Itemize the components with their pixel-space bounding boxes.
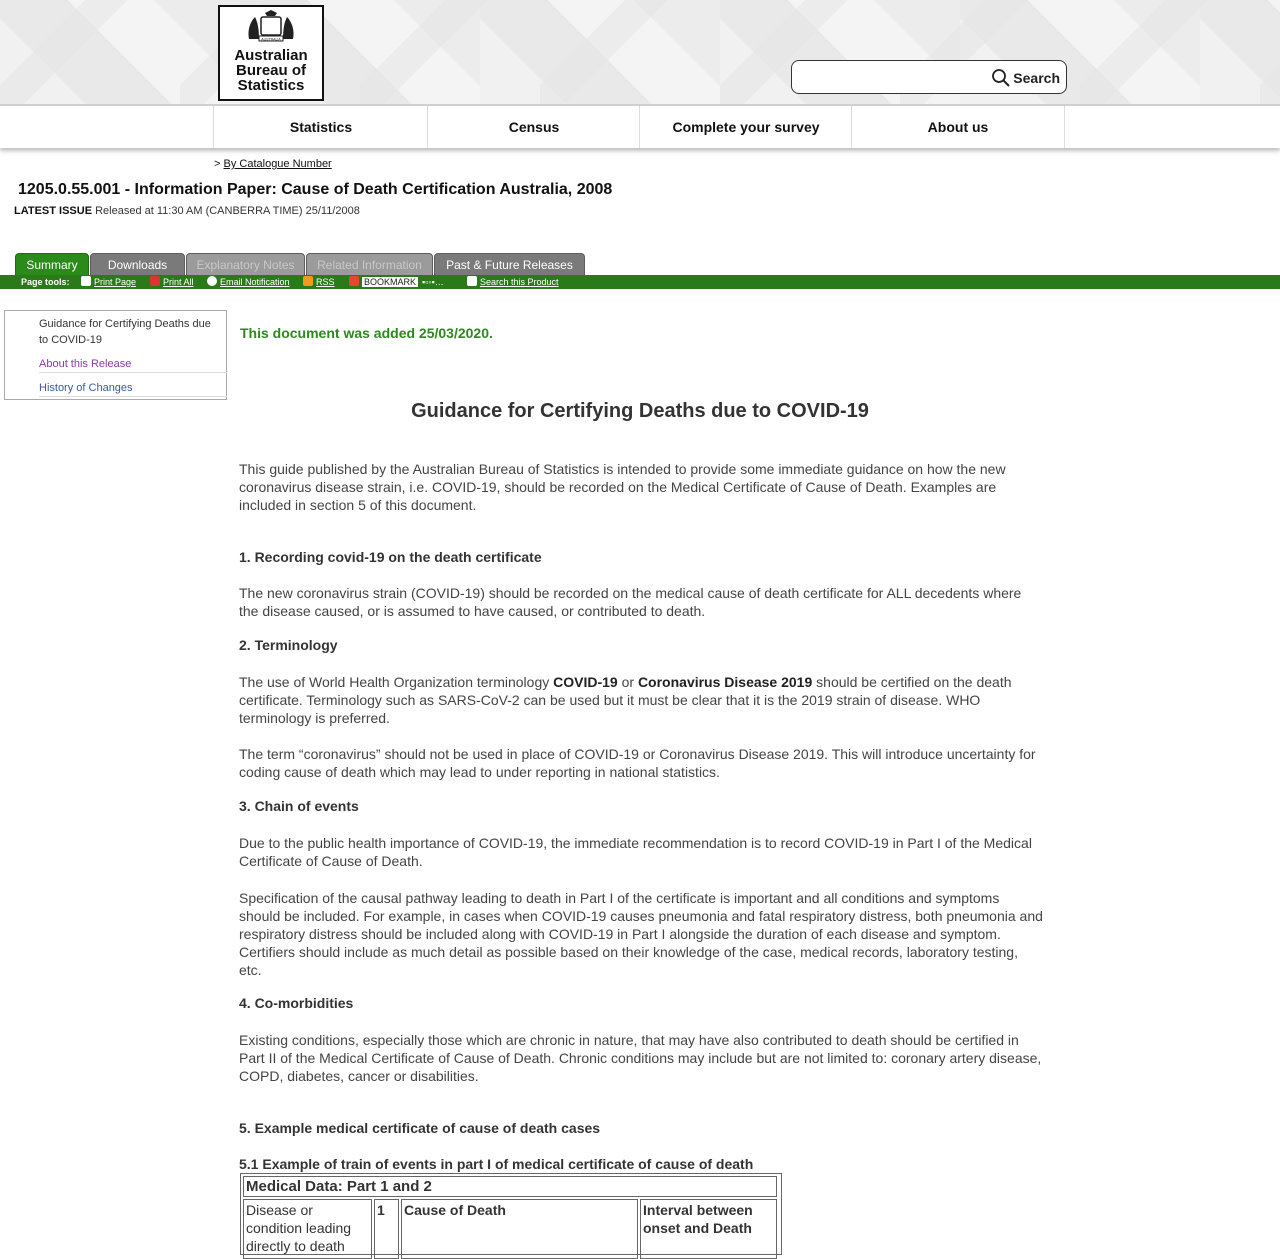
table-row-number: 1 <box>374 1199 399 1259</box>
tab-past-future-releases[interactable]: Past & Future Releases <box>434 253 585 276</box>
abs-logo[interactable] <box>218 5 324 101</box>
sidebar-item-current: Guidance for Certifying Deaths due to COVID-19 <box>39 318 211 346</box>
table-row-label: Disease or condition leading directly to death <box>243 1199 372 1259</box>
contents-box <box>4 310 227 400</box>
logo-line-1: Australian <box>234 47 308 64</box>
nav-item-statistics[interactable]: Statistics <box>213 106 428 148</box>
tab-downloads[interactable]: Downloads <box>90 253 185 276</box>
page-title: 1205.0.55.001 - Information Paper: Cause of Death Certification Australia, 2008 <box>18 181 613 198</box>
intro-paragraph: This guide published by the Australian Bureau of Statistics is intended to provide some immediate guidance on how the new coronavirus disease strain, i.e. COVID-19, should be recorded on the Medical Certificate of Cause of Death. Examples are included in section 5 of this document. <box>239 461 1006 513</box>
email-notification-link[interactable]: Email Notification <box>207 275 290 289</box>
breadcrumb-separator: > <box>214 158 221 170</box>
pdf-icon <box>150 276 160 286</box>
at-icon <box>207 276 217 286</box>
sidebar-divider <box>39 396 227 397</box>
section-3-heading: 3. Chain of events <box>239 798 359 814</box>
print-all-link[interactable]: Print All <box>150 275 194 289</box>
section-1-heading: 1. Recording covid-19 on the death certificate <box>239 549 542 565</box>
search-button-label: Search <box>1013 70 1060 86</box>
tab-summary[interactable]: Summary <box>15 253 89 276</box>
table-title: Medical Data: Part 1 and 2 <box>243 1176 777 1197</box>
nav-item-complete-survey[interactable]: Complete your survey <box>639 106 852 148</box>
release-date: Released at 11:30 AM (CANBERRA TIME) 25/11/2008 <box>95 205 360 217</box>
nav-item-about-us[interactable]: About us <box>851 106 1065 148</box>
document-title: Guidance for Certifying Deaths due to COVID-19 <box>411 400 869 422</box>
section-4-paragraph: Existing conditions, especially those which are chronic in nature, that may have also contributed to death should be certified in Part II of the Medical Certificate of Cause of Death. Chronic conditions may include but are not limited to: coronary artery disease, COPD, diabetes, cancer or disabilities. <box>239 1032 1042 1084</box>
search-box <box>791 60 1067 94</box>
section-3-paragraph-2: Specification of the causal pathway leading to death in Part I of the certificate is important and all conditions and symptoms should be included. For example, in cases when COVID-19 causes pneumonia and fatal respiratory distress, both pneumonia and respiratory distress should be included along with COVID-19 in Part I alongside the duration of each disease and symptom. Certifiers should include as much detail as possible based on their knowledge of the case, medical records, laboratory testing, etc. <box>239 890 1043 978</box>
section-5-heading: 5. Example medical certificate of cause of death cases <box>239 1120 601 1136</box>
nav-item-census[interactable]: Census <box>427 106 640 148</box>
latest-issue-label: LATEST ISSUE <box>14 205 93 217</box>
sidebar-item-about-release[interactable]: About this Release <box>39 358 132 370</box>
search-icon <box>991 68 1011 88</box>
search-button[interactable] <box>991 67 1060 89</box>
medical-data-table <box>240 1173 782 1255</box>
printer-icon <box>81 276 91 286</box>
tab-related-information: Related Information <box>306 253 433 276</box>
rss-link[interactable]: RSS <box>303 275 335 289</box>
tab-explanatory-notes: Explanatory Notes <box>186 253 305 276</box>
section-1-paragraph: The new coronavirus strain (COVID-19) should be recorded on the medical cause of death certificate for ALL decedents where the disease caused, or is assumed to have caused, or contributed to death. <box>239 585 1022 619</box>
search-input[interactable] <box>800 66 989 88</box>
release-info <box>14 205 360 217</box>
breadcrumb-link-catalogue[interactable]: By Catalogue Number <box>223 158 332 170</box>
sidebar-divider <box>39 372 227 373</box>
table-header-cause: Cause of Death <box>401 1199 638 1259</box>
print-page-link[interactable]: Print Page <box>81 275 136 289</box>
coat-of-arms-icon <box>241 9 301 43</box>
section-3-paragraph-1: Due to the public health importance of COVID-19, the immediate recommendation is to record COVID-19 in Part I of the Medical Certificate of Cause of Death. <box>239 835 1032 869</box>
table-header-interval: Interval between onset and Death <box>640 1199 777 1259</box>
section-2-paragraph-1: The use of World Health Organization terminology COVID-19 or Coronavirus Disease 2019 should be certified on the death certificate. Terminology such as SARS-CoV-2 can be used but it must be clear that it is the 2019 strain of disease. WHO terminology is preferred. <box>239 674 1012 726</box>
main-nav <box>0 106 1280 148</box>
binoculars-icon <box>467 276 477 286</box>
section-2-heading: 2. Terminology <box>239 637 338 653</box>
search-product-link[interactable]: Search this Product <box>467 275 559 289</box>
sidebar-item-history[interactable]: History of Changes <box>39 382 133 394</box>
section-4-heading: 4. Co-morbidities <box>239 995 354 1011</box>
page-tools-bar <box>0 275 1280 289</box>
bookmark-icon <box>349 276 359 286</box>
section-5-1-heading: 5.1 Example of train of events in part I of medical certificate of cause of death <box>239 1156 754 1172</box>
section-2-paragraph-2: The term “coronavirus” should not be used in place of COVID-19 or Coronavirus Disease 2019. This will introduce uncertainty for coding cause of death which may lead to under reporting in national statistics. <box>239 746 1036 780</box>
bookmark-button[interactable]: BOOKMARK ▪▫◦▪… <box>349 275 444 289</box>
breadcrumb <box>214 158 332 170</box>
social-icons: ▪▫◦▪… <box>422 277 444 287</box>
added-notice: This document was added 25/03/2020. <box>240 325 493 341</box>
site-header <box>0 0 1280 106</box>
page-tools-label: Page tools: <box>21 277 70 287</box>
svg-text:AUSTRALIA: AUSTRALIA <box>261 37 281 42</box>
rss-icon <box>303 276 313 286</box>
logo-line-3: Statistics <box>237 77 305 94</box>
logo-line-2: Bureau of <box>235 62 306 79</box>
